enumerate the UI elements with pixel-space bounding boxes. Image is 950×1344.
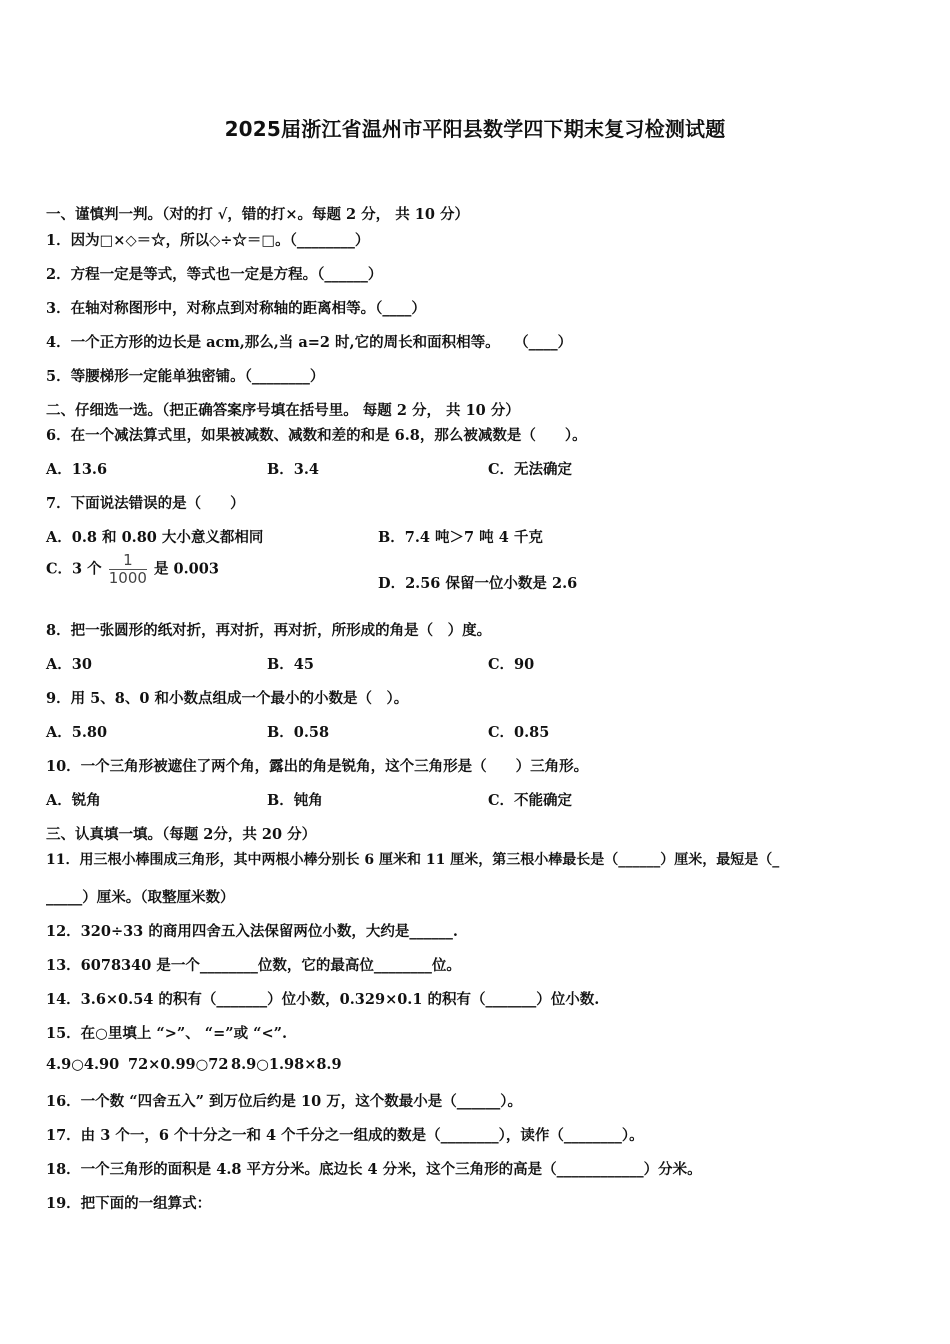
question-6: 6．在一个减法算式里，如果被减数、减数和差的和是 6.8，那么被减数是（ ）。 <box>46 427 587 444</box>
question-9: 9．用 5、8、0 和小数点组成一个最小的小数是（ ）。 <box>46 690 409 707</box>
question-8: 8．把一张圆形的纸对折，再对折，再对折，所形成的角是（ ）度。 <box>46 622 492 639</box>
fraction-one-thousandth <box>109 553 147 586</box>
q15-item-2: 72×0.99○72 <box>128 1056 229 1073</box>
question-13: 13．6078340 是一个________位数，它的最高位________位。 <box>46 957 461 974</box>
section-2-heading: 二、仔细选一选。（把正确答案序号填在括号里。 每题 2 分， 共 10 分） <box>46 402 520 419</box>
q15-item-3: 8.9○1.98×8.9 <box>231 1056 342 1073</box>
question-16: 16．一个数 “四舍五入” 到万位后约是 10 万，这个数最小是（______）。 <box>46 1093 522 1110</box>
fraction-numerator: 1 <box>109 553 147 570</box>
question-11-line-2: _____）厘米。（取整厘米数） <box>46 889 235 906</box>
q10-option-a: A．锐角 <box>46 792 101 809</box>
q15-item-1: 4.9○4.90 <box>46 1056 120 1073</box>
q8-option-c: C．90 <box>488 656 535 673</box>
q10-option-c: C．不能确定 <box>488 792 573 809</box>
question-3: 3．在轴对称图形中，对称点到对称轴的距离相等。（____） <box>46 300 426 317</box>
question-7: 7．下面说法错误的是（ ） <box>46 495 245 512</box>
q8-option-b: B．45 <box>267 656 314 673</box>
q6-option-a: A．13.6 <box>46 461 108 478</box>
question-10: 10．一个三角形被遮住了两个角，露出的角是锐角，这个三角形是（ ）三角形。 <box>46 758 589 775</box>
page-title: 2025届浙江省温州市平阳县数学四下期末复习检测试题 <box>224 117 726 141</box>
q7-option-a: A．0.8 和 0.80 大小意义都相同 <box>46 529 264 546</box>
question-2: 2．方程一定是等式，等式也一定是方程。（______） <box>46 266 383 283</box>
question-15: 15．在○里填上 “>”、 “=”或 “<”. <box>46 1025 288 1042</box>
q7-option-c-prefix: C．3 个 <box>46 560 102 578</box>
section-3-heading: 三、认真填一填。（每题 2分，共 20 分） <box>46 826 317 843</box>
q6-option-b: B．3.4 <box>267 461 319 478</box>
question-14: 14．3.6×0.54 的积有（_______）位小数，0.329×0.1 的积有（_______）位小数. <box>46 991 600 1008</box>
q7-option-c <box>46 553 219 586</box>
section-1-heading: 一、谨慎判一判。（对的打 √，错的打×。每题 2 分， 共 10 分） <box>46 206 469 223</box>
question-1: 1．因为□×◇＝☆，所以◇÷☆＝□。（________） <box>46 232 370 249</box>
question-5: 5．等腰梯形一定能单独密铺。（________） <box>46 368 325 385</box>
question-17: 17．由 3 个一，6 个十分之一和 4 个千分之一组成的数是（________），读作（________）。 <box>46 1127 644 1144</box>
q7-option-b: B．7.4 吨＞7 吨 4 千克 <box>378 529 543 546</box>
question-12: 12．320÷33 的商用四舍五入法保留两位小数，大约是______. <box>46 923 458 940</box>
q9-option-c: C．0.85 <box>488 724 550 741</box>
q6-option-c: C．无法确定 <box>488 461 573 478</box>
q7-option-c-suffix: 是 0.003 <box>154 560 219 578</box>
q9-option-a: A．5.80 <box>46 724 108 741</box>
q7-option-d: D．2.56 保留一位小数是 2.6 <box>378 575 578 592</box>
question-18: 18．一个三角形的面积是 4.8 平方分米。底边长 4 分米，这个三角形的高是（____________）分米。 <box>46 1161 702 1178</box>
fraction-denominator: 1000 <box>108 569 147 587</box>
question-19: 19．把下面的一组算式： <box>46 1195 212 1212</box>
q10-option-b: B．钝角 <box>267 792 323 809</box>
q8-option-a: A．30 <box>46 656 92 673</box>
question-4: 4．一个正方形的边长是 acm,那么,当 a=2 时,它的周长和面积相等。 （____） <box>46 334 573 351</box>
q9-option-b: B．0.58 <box>267 724 330 741</box>
question-11-line-1: 11．用三根小棒围成三角形，其中两根小棒分别长 6 厘米和 11 厘米，第三根小棒最长是（______）厘米，最短是（_ <box>46 852 780 868</box>
